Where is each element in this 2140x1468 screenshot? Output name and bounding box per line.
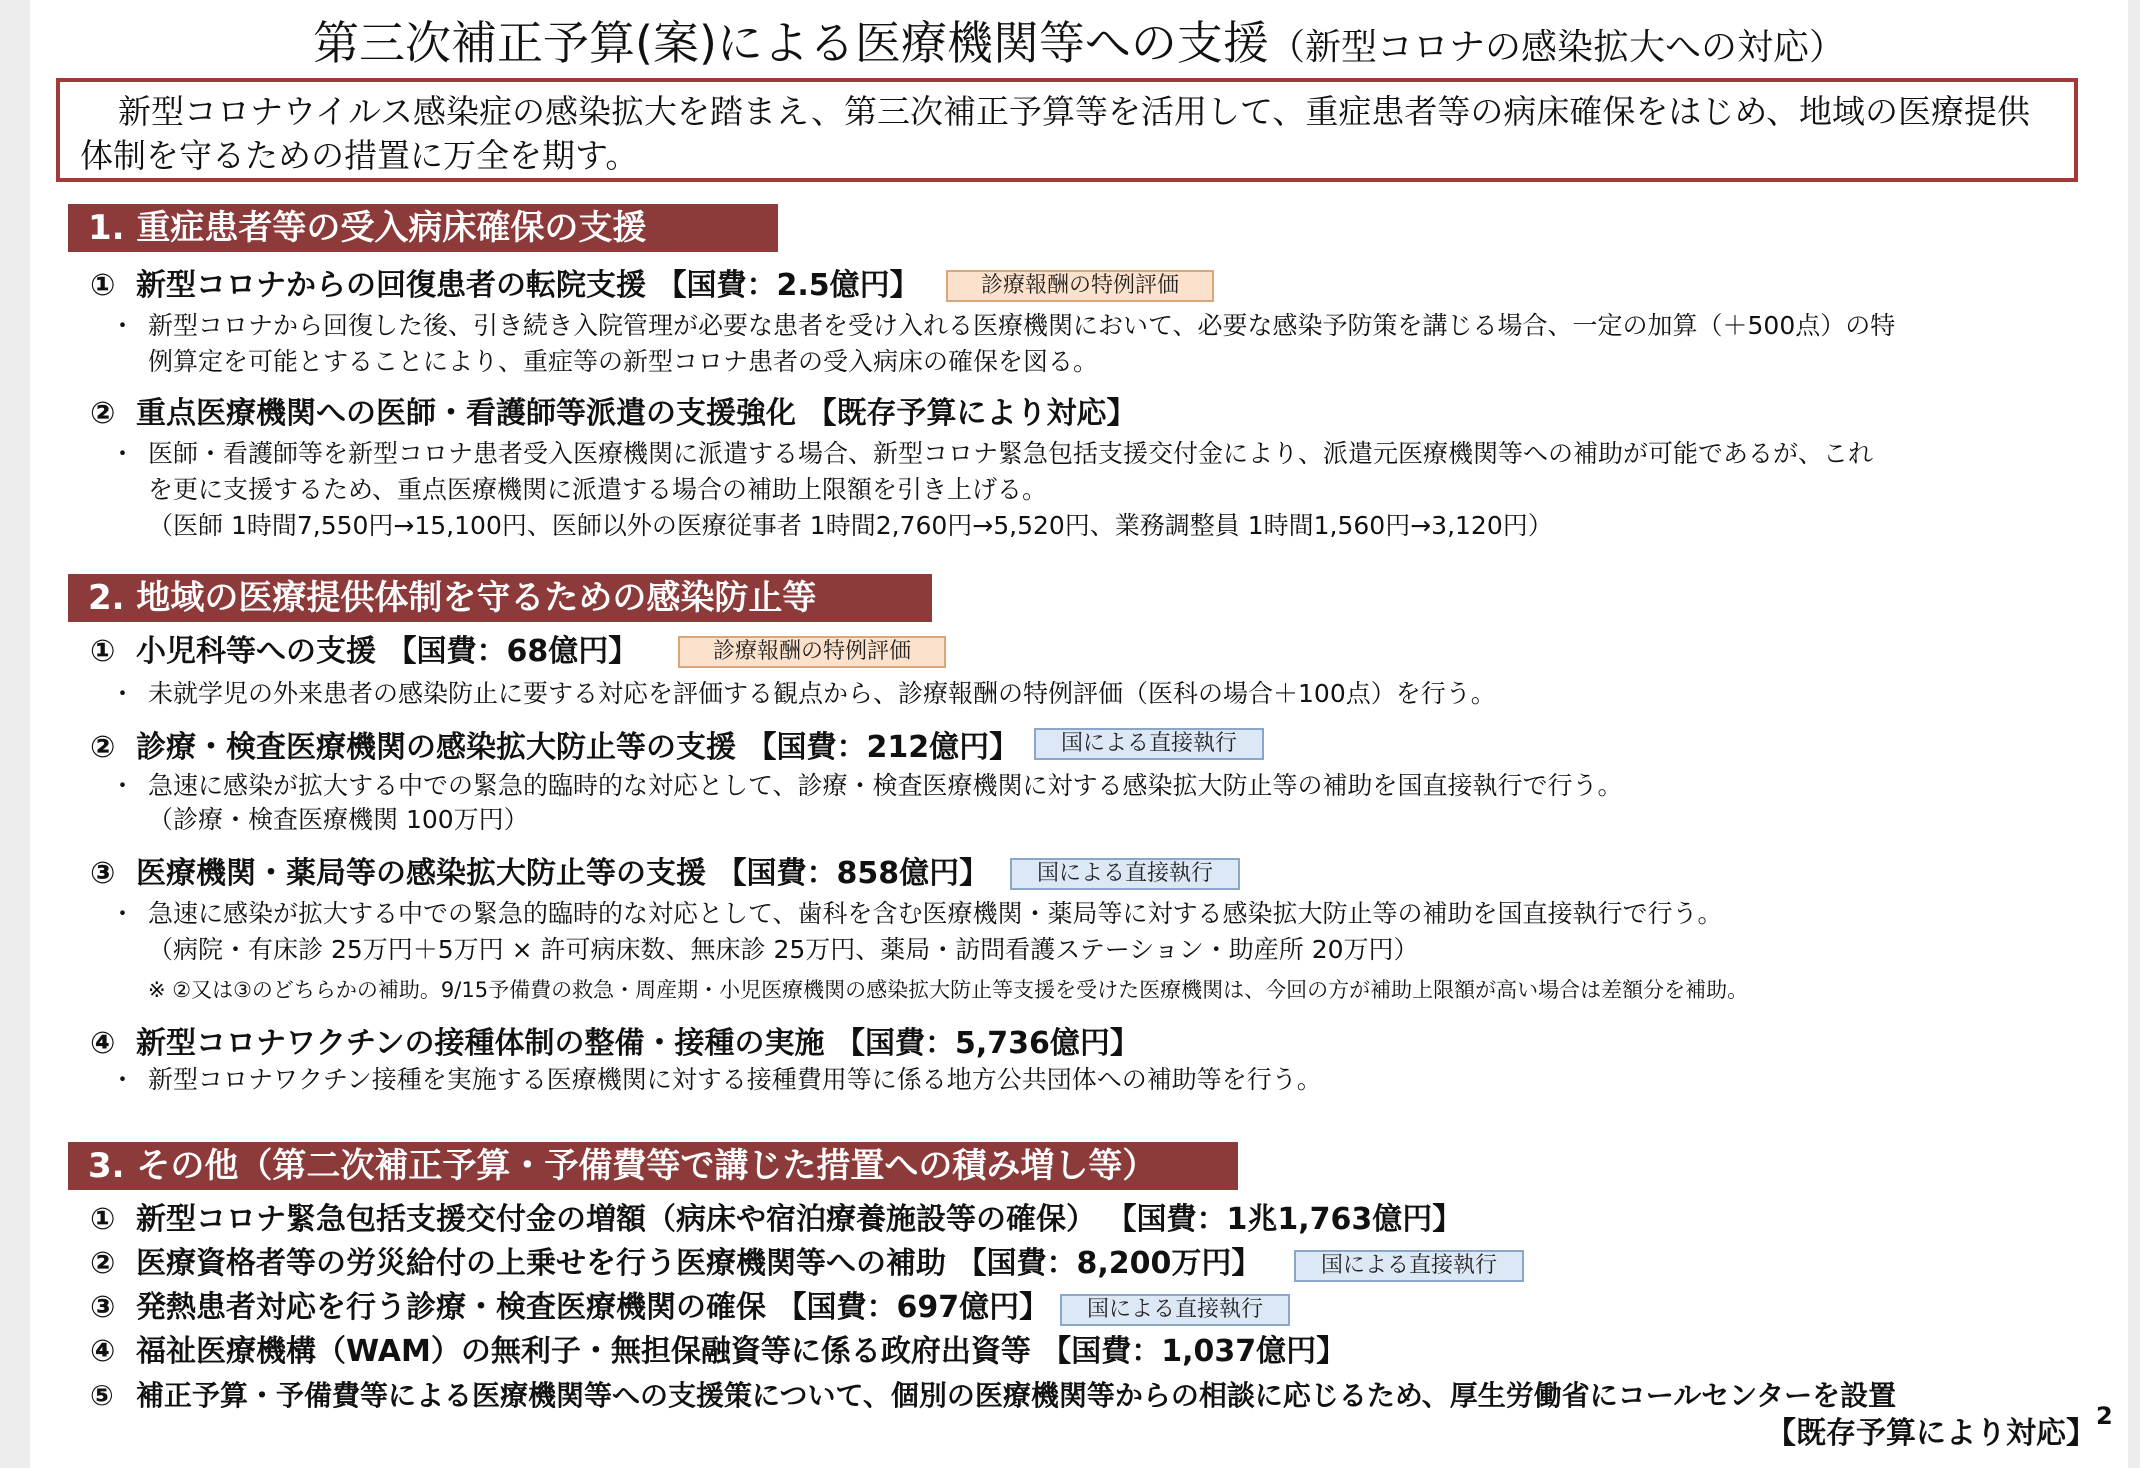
section3-heading: 3. その他（第二次補正予算・予備費等で講じた措置への積み増し等） bbox=[68, 1142, 1238, 1190]
section1-item2-line2: を更に支援するため、重点医療機関に派遣する場合の補助上限額を引き上げる。 bbox=[148, 475, 1048, 504]
badge-direct-execution: 国による直接執行 bbox=[1034, 728, 1264, 760]
bullet: ・ bbox=[110, 1065, 136, 1094]
item-number: ① bbox=[90, 634, 116, 669]
slide bbox=[30, 0, 2128, 1468]
section1-item1-line2: 例算定を可能とすることにより、重症等の新型コロナ患者の受入病床の確保を図る。 bbox=[148, 347, 1099, 376]
item-title: 医療機関・薬局等の感染拡大防止等の支援 【国費：858億円】 bbox=[136, 856, 990, 891]
badge-special-evaluation: 診療報酬の特例評価 bbox=[678, 636, 946, 668]
section2-item3-line1 bbox=[110, 896, 1723, 932]
line-text: 医師・看護師等を新型コロナ患者受入医療機関に派遣する場合、新型コロナ緊急包括支援交付金により、派遣元医療機関等への補助が可能であるが、これ bbox=[148, 439, 1874, 468]
badge-direct-execution: 国による直接執行 bbox=[1294, 1250, 1524, 1282]
section1-heading: 1. 重症患者等の受入病床確保の支援 bbox=[68, 204, 778, 252]
bullet: ・ bbox=[110, 771, 136, 800]
badge-direct-execution: 国による直接執行 bbox=[1010, 858, 1240, 890]
item-title: 福祉医療機構（WAM）の無利子・無担保融資等に係る政府出資等 【国費：1,037億円】 bbox=[136, 1334, 1347, 1369]
section2-heading: 2. 地域の医療提供体制を守るための感染防止等 bbox=[68, 574, 932, 622]
page-title bbox=[30, 12, 2128, 79]
section1-item1-title bbox=[90, 266, 920, 306]
section2-item4-line1 bbox=[110, 1062, 1322, 1098]
page-number: 2 bbox=[2096, 1402, 2113, 1430]
bullet: ・ bbox=[110, 439, 136, 468]
item-title: 新型コロナからの回復患者の転院支援 【国費：2.5億円】 bbox=[136, 268, 920, 303]
item-number: ③ bbox=[90, 856, 116, 891]
title-main: 第三次補正予算(案)による医療機関等への支援 bbox=[313, 16, 1269, 70]
item-number: ② bbox=[90, 396, 116, 431]
line-text: 急速に感染が拡大する中での緊急的臨時的な対応として、診療・検査医療機関に対する感染拡大防止等の補助を国直接執行で行う。 bbox=[148, 771, 1623, 800]
section2-item2-line2: （診療・検査医療機関 100万円） bbox=[148, 805, 529, 834]
section2-item4-title bbox=[90, 1024, 1140, 1064]
line-text: 急速に感染が拡大する中での緊急的臨時的な対応として、歯科を含む医療機関・薬局等に対する感染拡大防止等の補助を国直接執行で行う。 bbox=[148, 899, 1723, 928]
section2-item3-note: ※ ②又は③のどちらかの補助。9/15予備費の救急・周産期・小児医療機関の感染拡大防止等支援を受けた医療機関は、今回の方が補助上限額が高い場合は差額分を補助。 bbox=[148, 978, 1749, 1002]
section2-item3-line2: （病院・有床診 25万円＋5万円 × 許可病床数、無床診 25万円、薬局・訪問看護ステーション・助産所 20万円） bbox=[148, 935, 1419, 964]
badge-direct-execution: 国による直接執行 bbox=[1060, 1294, 1290, 1326]
section1-item2-line3: （医師 1時間7,550円→15,100円、医師以外の医療従事者 1時間2,760円→5,520円、業務調整員 1時間1,560円→3,120円） bbox=[148, 511, 1553, 540]
section1-item2-line1 bbox=[110, 436, 1873, 472]
section3-item3 bbox=[90, 1288, 1049, 1328]
item-number: ④ bbox=[90, 1026, 116, 1061]
section2-item3-title bbox=[90, 854, 989, 894]
section1-item1-line1 bbox=[110, 308, 1895, 344]
section3-item5 bbox=[90, 1376, 1896, 1416]
section3-item2 bbox=[90, 1244, 1261, 1284]
item-number: ② bbox=[90, 730, 116, 765]
bullet: ・ bbox=[110, 311, 136, 340]
item-title: 重点医療機関への医師・看護師等派遣の支援強化 【既存予算により対応】 bbox=[136, 396, 1137, 431]
item-title: 発熱患者対応を行う診療・検査医療機関の確保 【国費：697億円】 bbox=[136, 1290, 1050, 1325]
intro-box: 新型コロナウイルス感染症の感染拡大を踏まえ、第三次補正予算等を活用して、重症患者等の病床確保をはじめ、地域の医療提供体制を守るための措置に万全を期す。 bbox=[56, 78, 2078, 182]
item-title: 診療・検査医療機関の感染拡大防止等の支援 【国費：212億円】 bbox=[136, 730, 1020, 765]
section2-item1-title bbox=[90, 632, 638, 672]
line-text: 新型コロナワクチン接種を実施する医療機関に対する接種費用等に係る地方公共団体への補助等を行う。 bbox=[148, 1065, 1322, 1094]
item-number: ① bbox=[90, 1202, 116, 1237]
item-title: 新型コロナ緊急包括支援交付金の増額（病床や宿泊療養施設等の確保） 【国費：1兆1,763億円】 bbox=[136, 1202, 1463, 1237]
item-title: 新型コロナワクチンの接種体制の整備・接種の実施 【国費：5,736億円】 bbox=[136, 1026, 1140, 1061]
title-sub: （新型コロナの感染拡大への対応） bbox=[1268, 27, 1845, 68]
item-number: ③ bbox=[90, 1290, 116, 1325]
item-number: ② bbox=[90, 1246, 116, 1281]
section1-item2-title bbox=[90, 394, 1136, 434]
item-title: 小児科等への支援 【国費：68億円】 bbox=[136, 634, 639, 669]
item-number: ④ bbox=[90, 1334, 116, 1369]
section2-item2-line1 bbox=[110, 768, 1623, 804]
item-title: 補正予算・予備費等による医療機関等への支援策について、個別の医療機関等からの相談に応じるため、厚生労働省にコールセンターを設置 bbox=[136, 1379, 1897, 1412]
bullet: ・ bbox=[110, 899, 136, 928]
line-text: 新型コロナから回復した後、引き続き入院管理が必要な患者を受け入れる医療機関において、必要な感染予防策を講じる場合、一定の加算（＋500点）の特 bbox=[148, 311, 1896, 340]
item-title: 医療資格者等の労災給付の上乗せを行う医療機関等への補助 【国費：8,200万円】 bbox=[136, 1246, 1262, 1281]
section3-item4 bbox=[90, 1332, 1346, 1372]
bullet: ・ bbox=[110, 679, 136, 708]
item-number: ⑤ bbox=[90, 1379, 114, 1412]
section2-item2-title bbox=[90, 728, 1019, 768]
section2-item1-line1 bbox=[110, 676, 1496, 712]
section3-item5-tail: 【既存予算により対応】 bbox=[1766, 1416, 2096, 1451]
item-number: ① bbox=[90, 268, 116, 303]
line-text: 未就学児の外来患者の感染防止に要する対応を評価する観点から、診療報酬の特例評価（医科の場合＋100点）を行う。 bbox=[148, 679, 1496, 708]
section3-item1 bbox=[90, 1200, 1462, 1240]
badge-special-evaluation: 診療報酬の特例評価 bbox=[946, 270, 1214, 302]
